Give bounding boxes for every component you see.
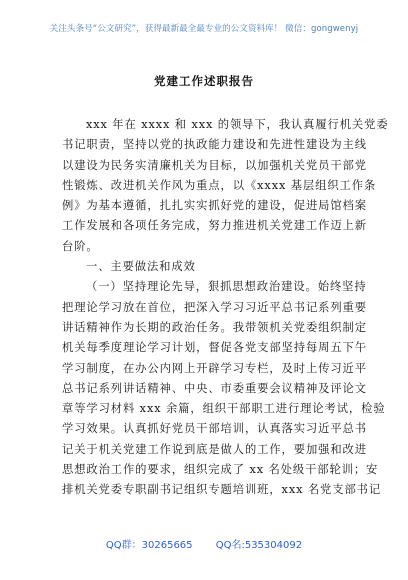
page-header-banner: 关注头条号“公文研究”，获得最新最全最专业的公文资料库！ 微信：gongwenyj: [49, 24, 359, 34]
page-footer: [0, 536, 408, 551]
paragraph-line: 记关于机关党建工作说到底是做人的工作，要加强和改进: [62, 442, 367, 456]
paragraph-line: 学习制度，在办公内网上开辟学习专栏，及时上传习近平: [62, 361, 367, 375]
qq-name-label: QQ名:535304092: [215, 540, 303, 551]
section-heading: 一、主要做法和成效: [86, 260, 196, 274]
paragraph-line: 讲话精神作为长期的政治任务。我带领机关党委组织制定: [62, 320, 367, 334]
paragraph-line: 把理论学习放在首位，把深入学习习近平总书记系列重要: [62, 300, 367, 314]
paragraph-line: 机关每季度理论学习计划，督促各党支部坚持每周五下午: [62, 341, 367, 355]
qq-group-label: QQ群：30265665: [105, 540, 193, 551]
paragraph-line: 章等学习材料 xxx 余篇，组织干部职工进行理论考试，检验: [62, 402, 386, 416]
paragraph-line: 总书记系列讲话精神、中央、市委重要会议精神及评论文: [62, 381, 367, 395]
paragraph-line: 工作发展和各项任务完成，努力推进机关党建工作迈上新: [62, 219, 367, 233]
paragraph-line: 性锻炼、改进机关作风为重点，以《xxxx 基层组织工作条: [62, 178, 377, 192]
paragraph-line: 排机关党委专职副书记组织专题培训班，xxx 名党支部书记: [62, 483, 382, 497]
document-title: 党建工作述职报告: [154, 74, 254, 88]
paragraph-line: 思想政治工作的要求，组织完成了 xx 名处级干部轮训；安: [62, 463, 379, 477]
paragraph-line: 书记职责，坚持以党的执政能力建设和先进性建设为主线: [62, 138, 367, 152]
paragraph-line: 学习效果。认真抓好党员干部培训，认真落实习近平总书: [62, 422, 367, 436]
paragraph-line: xxx 年在 xxxx 和 xxx 的领导下，我认真履行机关党委: [86, 118, 389, 131]
paragraph-line: 例》为基本遵循，扎扎实实抓好党的建设，促进局馆档案: [62, 199, 367, 213]
document-body: [62, 115, 389, 501]
paragraph-line: （一）坚持理论先导，狠抓思想政治建设。始终坚持: [86, 280, 367, 294]
paragraph-line: 以建设为民务实清廉机关为目标，以加强机关党员干部党: [62, 158, 367, 172]
paragraph-line: 台阶。: [62, 239, 99, 253]
